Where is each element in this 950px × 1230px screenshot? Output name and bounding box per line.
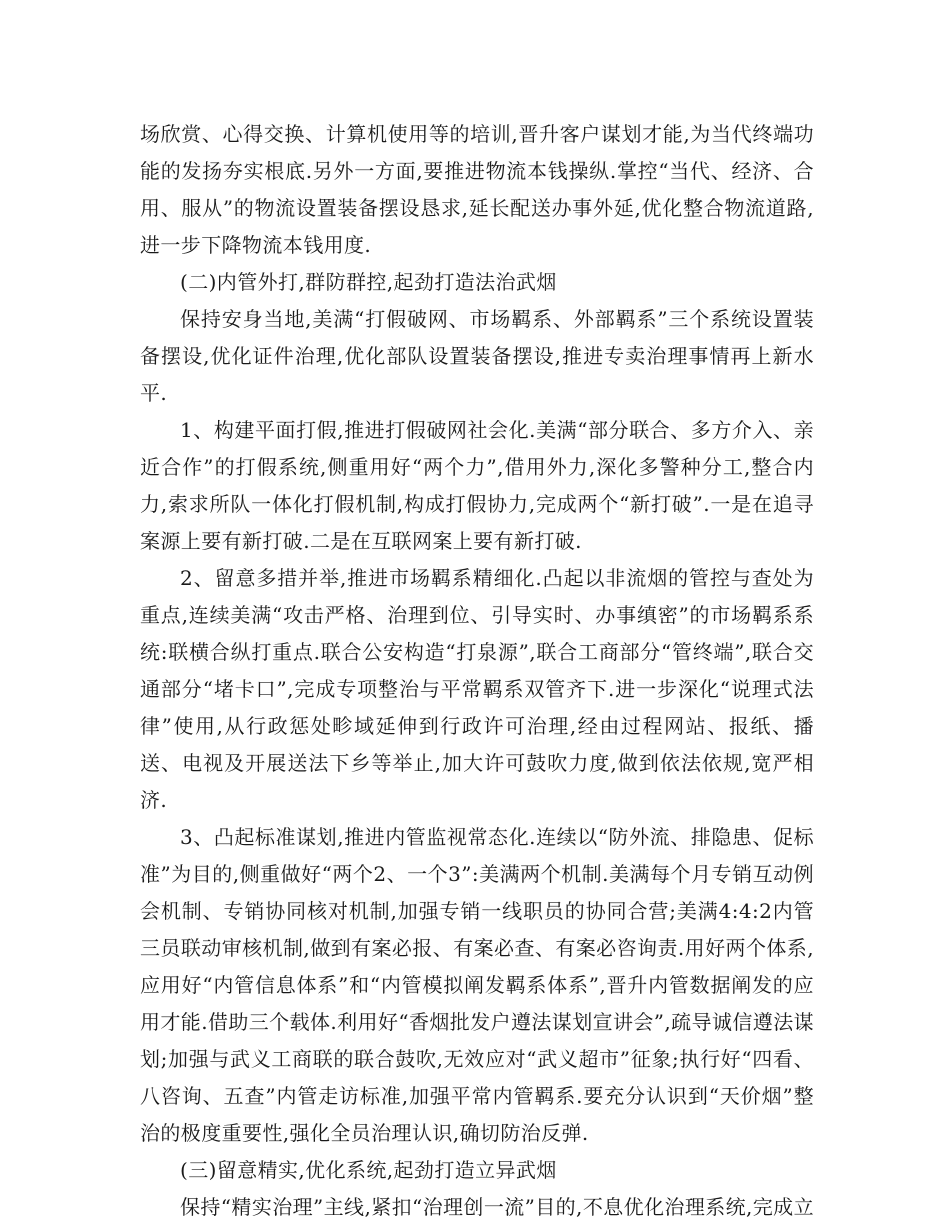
- paragraph-intro-lean-management: 保持“精实治理”主线,紧扣“治理创一流”目的,不息优化治理系统,完成立: [180, 1195, 814, 1219]
- paragraph-item-3: 3、凸起标准谋划,推进内管监视常态化.连续以“防外流、排隐患、促标准”为目的,侧重做好“两个2、一个3”:美满两个机制.美满每个月专销互动例会机制、专销协同核对机制,加强专销一线职员的协同合营;美满4:4:2内管三员联动审核机制,做到有案必报、有案必查、有案必咨询责.用好两个体系,应用好“内管信息体系”和“内管模拟阐发羁系体系”,晋升内管数据阐发的应用才能.借助三个载体.利用好“香烟批发户遵法谋划宣讲会”,疏导诚信遵法谋划;加强与武义工商联的联合鼓吹,无效应对“武义超市”征象;执行好“四看、八咨询、五查”内管走访标准,加强平常内管羁系.要充分认识到“天价烟”整治的极度重要性,强化全员治理认识,确切防治反弹.: [140, 825, 814, 1145]
- paragraph-logistics-cost: 场欣赏、心得交换、计算机使用等的培训,晋升客户谋划才能,为当代终端功能的发扬夯实根底.另外一方面,要推进物流本钱操纵.掌控“当代、经济、合用、服从”的物流设置装备摆设恳求,延长配送办事外延,优化整合物流道路,进一步下降物流本钱用度.: [140, 122, 814, 257]
- paragraph-item-1: 1、构建平面打假,推进打假破网社会化.美满“部分联合、多方介入、亲近合作”的打假系统,侧重用好“两个力”,借用外力,深化多警种分工,整合内力,索求所队一体化打假机制,构成打假协力,完成两个“新打破”.一是在追寻案源上要有新打破.二是在互联网案上要有新打破.: [140, 418, 814, 553]
- document-page: [140, 116, 814, 1226]
- paragraph-intro-supervision: 保持安身当地,美满“打假破网、市场羁系、外部羁系”三个系统设置装备摆设,优化证件治理,优化部队设置装备摆设,推进专卖治理事情再上新水平.: [140, 307, 814, 405]
- section-heading-2: (二)内管外打,群防群控,起劲打造法治武烟: [180, 270, 557, 294]
- section-heading-3: (三)留意精实,优化系统,起劲打造立异武烟: [180, 1158, 557, 1182]
- paragraph-item-2: 2、留意多措并举,推进市场羁系精细化.凸起以非流烟的管控与查处为重点,连续美满“攻击严格、治理到位、引导实时、办事缜密”的市场羁系系统:联横合纵打重点.联合公安构造“打泉源”,联合工商部分“管终端”,联合交通部分“堵卡口”,完成专项整治与平常羁系双管齐下.进一步深化“说理式法律”使用,从行政惩处畛域延伸到行政许可治理,经由过程网站、报纸、播送、电视及开展送法下乡等举止,加大许可鼓吹力度,做到依法依规,宽严相济.: [140, 566, 814, 812]
